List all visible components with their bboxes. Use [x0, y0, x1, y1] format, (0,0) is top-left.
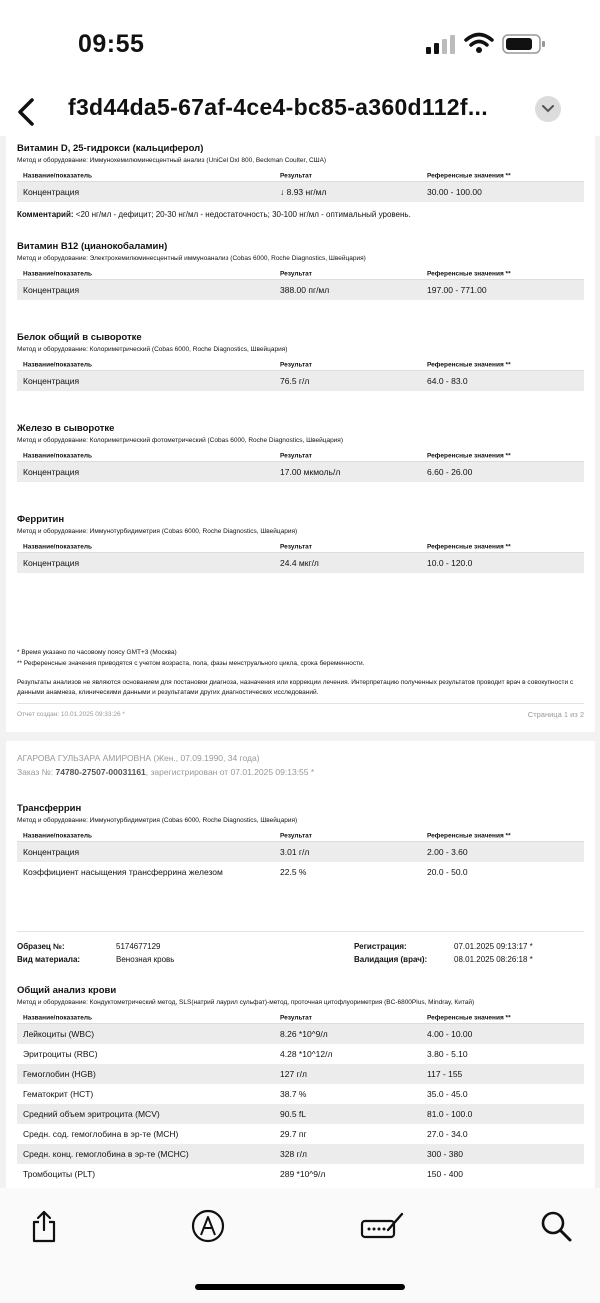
row-name: Средн. сод. гемоглобина в эр-те (MCH)	[23, 1129, 179, 1139]
table-row	[17, 1144, 584, 1164]
table-row	[17, 182, 584, 202]
battery-icon	[502, 34, 546, 54]
col-ref-header: Референсные значения **	[427, 543, 511, 550]
table-row	[17, 1124, 584, 1144]
order-label: Заказ №:	[17, 767, 56, 777]
test-method: Метод и оборудование: Электрохемилюминесцентный иммуноанализ (Cobas 6000, Roche Diagnostics, Швейцария)	[17, 255, 366, 262]
table-header	[17, 359, 584, 371]
table-row	[17, 1024, 584, 1044]
col-ref-header: Референсные значения **	[427, 832, 511, 839]
row-name: Лейкоциты (WBC)	[23, 1029, 95, 1039]
col-ref-header: Референсные значения **	[427, 172, 511, 179]
col-ref-header: Референсные значения **	[427, 1014, 511, 1021]
test-title: Железо в сыворотке	[17, 423, 115, 434]
row-result: 17.00 мкмоль/л	[280, 467, 341, 477]
markup-icon[interactable]	[190, 1208, 226, 1244]
row-name: Концентрация	[23, 285, 80, 295]
row-name: Концентрация	[23, 847, 80, 857]
validation-value: 08.01.2025 08:26:18 *	[454, 955, 533, 964]
patient-info: АГАРОВА ГУЛЬЗАРА АМИРОВНА (Жен., 07.09.1990, 34 года)	[17, 753, 260, 763]
search-icon[interactable]	[538, 1208, 574, 1244]
col-name-header: Название/показатель	[23, 832, 93, 839]
test-section-vitamin-b12	[17, 240, 584, 300]
home-indicator	[195, 1284, 405, 1290]
col-result-header: Результат	[280, 543, 312, 550]
footnote-reference: ** Референсные значения приводятся с учетом возраста, пола, фазы менструального цикла, срока беременности.	[17, 660, 365, 667]
row-name: Тромбоциты (PLT)	[23, 1169, 96, 1179]
test-section-vitamin-d	[17, 142, 584, 219]
table-row	[17, 462, 584, 482]
row-result: 24.4 мкг/л	[280, 558, 319, 568]
table-row	[17, 862, 584, 882]
row-result: 8.26 *10^9/л	[280, 1029, 328, 1039]
row-name: Концентрация	[23, 558, 80, 568]
table-row	[17, 280, 584, 300]
order-number: 74780-27507-00031161	[55, 767, 146, 777]
divider	[17, 703, 584, 704]
pdf-page-2	[6, 741, 595, 1188]
row-ref: 4.00 - 10.00	[427, 1029, 473, 1039]
row-name: Концентрация	[23, 187, 80, 197]
col-result-header: Результат	[280, 1014, 312, 1021]
row-name: Средн. конц. гемоглобина в эр-те (MCHC)	[23, 1149, 189, 1159]
share-icon[interactable]	[26, 1208, 62, 1244]
footnote-timezone: * Время указано по часовому поясу GMT+3 (Москва)	[17, 649, 177, 656]
col-name-header: Название/показатель	[23, 543, 93, 550]
col-name-header: Название/показатель	[23, 172, 93, 179]
cellular-signal-icon	[425, 34, 457, 54]
title-menu-button[interactable]	[535, 96, 561, 122]
row-ref: 64.0 - 83.0	[427, 376, 468, 386]
row-name: Коэффициент насыщения трансферрина железом	[23, 867, 223, 877]
row-ref: 6.60 - 26.00	[427, 467, 473, 477]
order-registered: , зарегистрирован от 07.01.2025 09:13:55 *	[145, 767, 315, 777]
row-ref: 197.00 - 771.00	[427, 285, 487, 295]
test-method: Метод и оборудование: Колориметрический фотометрический (Cobas 6000, Roche Diagnostics, Швейцария)	[17, 437, 343, 444]
table-row	[17, 1044, 584, 1064]
test-section-cbc	[17, 984, 584, 1184]
order-info	[17, 767, 314, 777]
comment-text: <20 нг/мл - дефицит; 20-30 нг/мл - недостаточность; 30-100 нг/мл - оптимальный уровень.	[73, 210, 411, 219]
row-ref: 20.0 - 50.0	[427, 867, 468, 877]
test-method: Метод и оборудование: Иммунотурбидиметрия (Cobas 6000, Roche Diagnostics, Швейцария)	[17, 817, 298, 824]
table-row	[17, 1084, 584, 1104]
row-result: 388.00 пг/мл	[280, 285, 330, 295]
disclaimer: Результаты анализов не являются основанием для постановки диагноза, назначения или коррекции лечения. Интерпретацию полученных результатов проводит врач в совокупности с данными анамнеза, клиническими данными и результатами других диагностических исследований.	[17, 679, 574, 696]
material-value: Венозная кровь	[116, 955, 175, 964]
test-title: Трансферрин	[17, 803, 82, 814]
test-title: Общий анализ крови	[17, 985, 117, 996]
report-created: Отчет создан: 10.01.2025 09:33:26 *	[17, 711, 125, 718]
row-result: 22.5 %	[280, 867, 307, 877]
col-ref-header: Референсные значения **	[427, 452, 511, 459]
col-result-header: Результат	[280, 452, 312, 459]
test-method: Метод и оборудование: Колориметрический (Cobas 6000, Roche Diagnostics, Швейцария)	[17, 346, 288, 353]
col-name-header: Название/показатель	[23, 361, 93, 368]
row-result: 90.5 fL	[280, 1109, 306, 1119]
test-title: Ферритин	[17, 514, 65, 525]
chevron-down-icon	[542, 105, 554, 113]
table-header	[17, 170, 584, 182]
row-result: 328 г/л	[280, 1149, 307, 1159]
divider	[17, 931, 584, 932]
bottom-toolbar	[0, 1188, 600, 1303]
row-result: 29.7 пг	[280, 1129, 307, 1139]
col-result-header: Результат	[280, 361, 312, 368]
row-result: 289 *10^9/л	[280, 1169, 326, 1179]
row-result: 127 г/л	[280, 1069, 307, 1079]
validation-label: Валидация (врач):	[354, 955, 428, 964]
registration-value: 07.01.2025 09:13:17 *	[454, 942, 533, 951]
row-ref: 150 - 400	[427, 1169, 463, 1179]
row-ref: 10.0 - 120.0	[427, 558, 473, 568]
row-name: Средний объем эритроцита (MCV)	[23, 1109, 160, 1119]
row-name: Концентрация	[23, 467, 80, 477]
table-row	[17, 1164, 584, 1184]
row-ref: 2.00 - 3.60	[427, 847, 468, 857]
col-ref-header: Референсные значения **	[427, 270, 511, 277]
row-ref: 117 - 155	[427, 1069, 463, 1079]
test-title: Витамин В12 (цианокобаламин)	[17, 241, 168, 252]
status-time: 09:55	[78, 30, 145, 58]
row-name: Гемоглобин (HGB)	[23, 1069, 96, 1079]
test-section-transferrin	[17, 802, 584, 882]
row-name: Эритроциты (RBC)	[23, 1049, 98, 1059]
table-header	[17, 1012, 584, 1024]
test-title: Витамин D, 25-гидрокси (кальциферол)	[17, 143, 204, 154]
sample-number-label: Образец №:	[17, 942, 65, 951]
row-ref: 27.0 - 34.0	[427, 1129, 468, 1139]
sample-number: 5174677129	[116, 942, 161, 951]
col-ref-header: Референсные значения **	[427, 361, 511, 368]
row-ref: 3.80 - 5.10	[427, 1049, 468, 1059]
row-ref: 300 - 380	[427, 1149, 463, 1159]
table-row	[17, 1064, 584, 1084]
col-result-header: Результат	[280, 172, 312, 179]
page-number: Страница 1 из 2	[527, 710, 584, 719]
wifi-icon	[464, 32, 494, 54]
table-header	[17, 541, 584, 553]
row-ref: 30.00 - 100.00	[427, 187, 482, 197]
test-method: Метод и оборудование: Кондуктометрический метод, SLS(натрий лаурил сульфат)-метод, проточная цитофлуориметрия (BC-6800Plus, Mindray, Китай)	[17, 999, 475, 1006]
test-method: Метод и оборудование: Иммунотурбидиметрия (Cobas 6000, Roche Diagnostics, Швейцария)	[17, 528, 298, 535]
row-result: 4.28 *10^12/л	[280, 1049, 333, 1059]
table-row	[17, 842, 584, 862]
test-section-serum-iron	[17, 422, 584, 482]
row-name: Гематокрит (HCT)	[23, 1089, 94, 1099]
row-ref: 35.0 - 45.0	[427, 1089, 468, 1099]
col-result-header: Результат	[280, 270, 312, 277]
row-ref: 81.0 - 100.0	[427, 1109, 473, 1119]
col-name-header: Название/показатель	[23, 270, 93, 277]
comment	[17, 210, 584, 219]
row-result: 3.01 г/л	[280, 847, 310, 857]
col-name-header: Название/показатель	[23, 452, 93, 459]
row-name: Концентрация	[23, 376, 80, 386]
table-row	[17, 553, 584, 573]
document-title: f3d44da5-67af-4ce4-bc85-a360d112f...	[68, 94, 488, 120]
table-header	[17, 450, 584, 462]
material-label: Вид материала:	[17, 955, 81, 964]
comment-label: Комментарий:	[17, 210, 74, 219]
row-result: 76.5 г/л	[280, 376, 310, 386]
pdf-page-1	[6, 136, 595, 732]
row-result: ↓ 8.93 нг/мл	[280, 187, 327, 197]
col-result-header: Результат	[280, 832, 312, 839]
test-section-ferritin	[17, 513, 584, 573]
test-section-total-protein	[17, 331, 584, 391]
table-header	[17, 268, 584, 280]
test-method: Метод и оборудование: Иммунохемилюминесцентный анализ (UniCel DxI 800, Beckman Coulter, США)	[17, 157, 327, 164]
table-row	[17, 1104, 584, 1124]
test-title: Белок общий в сыворотке	[17, 332, 142, 343]
row-result: 38.7 %	[280, 1089, 307, 1099]
signature-icon[interactable]	[360, 1208, 406, 1244]
table-header	[17, 830, 584, 842]
back-chevron-icon[interactable]	[12, 92, 42, 132]
table-row	[17, 371, 584, 391]
status-bar	[0, 0, 600, 86]
navigation-bar	[0, 86, 600, 136]
registration-label: Регистрация:	[354, 942, 407, 951]
col-name-header: Название/показатель	[23, 1014, 93, 1021]
